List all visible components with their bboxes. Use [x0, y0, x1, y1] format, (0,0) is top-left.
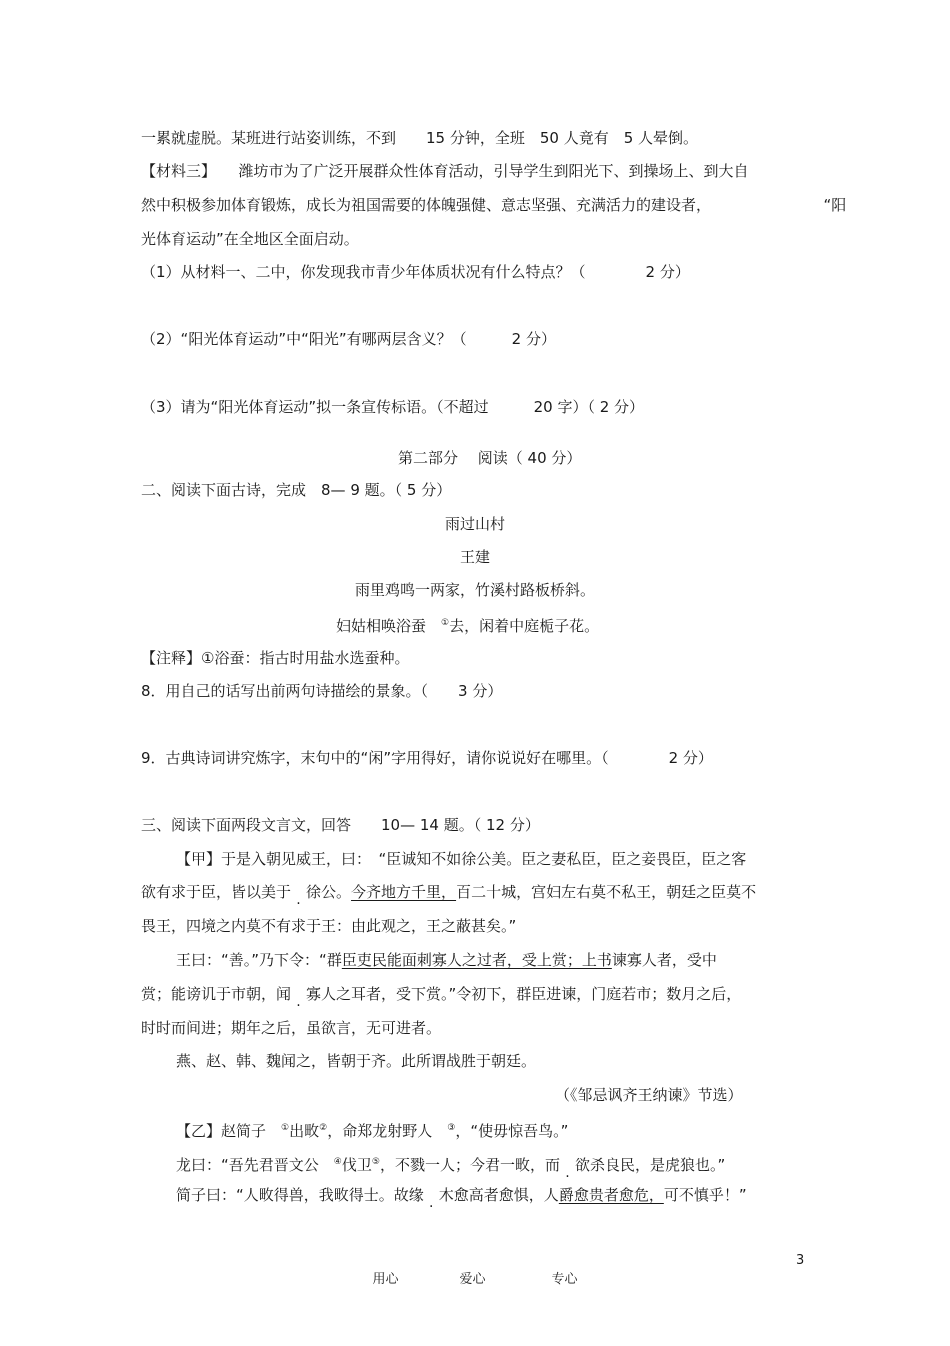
question-2: （2）“阳光体育运动”中“阳光”有哪两层含义？（ 2 分） — [141, 330, 556, 348]
yi-text: 【乙】赵简子 — [176, 1122, 267, 1140]
continuation-line: 一累就虚脱。某班进行站姿训练，不到 15 分钟，全班 50 人竟有 5 人晕倒。 — [141, 129, 699, 147]
poem-author: 王建 — [459, 548, 490, 566]
yi-text: 龙曰：“吾先君晋文公 — [176, 1156, 319, 1174]
jia-text: 王曰：“善。”乃下令：“群 — [176, 951, 342, 969]
footnote-marker: ④ — [333, 1157, 342, 1167]
yi-text: ，不戮一人；今君一畋，而 — [379, 1156, 560, 1174]
yi-text: 出畋 — [289, 1122, 320, 1140]
footer-text: 用心 — [372, 1272, 399, 1287]
emphasis-dot — [424, 1185, 439, 1205]
yi-line1 — [176, 1118, 568, 1141]
footnote-marker: ③ — [447, 1123, 456, 1133]
poem-line-2-part-b: 去，闲着中庭栀子花。 — [449, 617, 600, 635]
footer-text: 爱心 — [459, 1272, 486, 1287]
part2-title: 第二部分 阅读（ 40 分） — [398, 449, 582, 467]
page-number: 3 — [796, 1253, 805, 1268]
yi-text: 欲杀良民，是虎狼也。” — [575, 1156, 726, 1174]
jia-text: 百二十城，宫妇左右莫不私王，朝廷之臣莫不 — [456, 883, 757, 901]
footnote-marker: ① — [441, 618, 450, 628]
poem-title: 雨过山村 — [444, 515, 505, 533]
jia-text: 欲有求于臣，皆以美于 — [141, 883, 292, 901]
underlined-sentence: 今齐地方千里， — [351, 883, 457, 901]
jia-paragraph2-line2 — [141, 984, 741, 1004]
yi-text: 木愈高者愈惧，人 — [438, 1186, 559, 1204]
question-3: （3）请为“阳光体育运动”拟一条宣传标语。（不超过 20 字）（ 2 分） — [141, 398, 645, 416]
yi-text: ，命郑龙射野人 — [327, 1122, 433, 1140]
jia-text: 谏寡人者，受中 — [611, 951, 717, 969]
question-1: （1）从材料一、二中，你发现我市青少年体质状况有什么特点？（ 2 分） — [141, 263, 690, 281]
footnote-marker: ① — [281, 1123, 290, 1133]
jia-text: 寡人之耳者，受下赏。”令初下，群臣进谏，门庭若市；数月之后， — [306, 985, 742, 1003]
underlined-sentence: 爵愈贵者愈危， — [558, 1186, 664, 1204]
poem-line-2 — [336, 613, 599, 636]
underlined-sentence: 臣吏民能面刺寡人之过者，受上赏；上书 — [341, 951, 612, 969]
material3-line3: 光体育运动”在全地区全面启动。 — [141, 230, 359, 248]
poem-line-1: 雨里鸡鸣一两家，竹溪村路板桥斜。 — [354, 581, 595, 599]
poem-line-2-part-a: 妇姑相唤浴蚕 — [336, 617, 427, 635]
jia-paragraph3: 燕、赵、韩、魏闻之，皆朝于齐。此所谓战胜于朝廷。 — [176, 1052, 537, 1070]
jia-paragraph2-line1 — [176, 950, 717, 970]
jia-text: 徐公。 — [306, 883, 352, 901]
yi-text: 伐卫 — [341, 1156, 372, 1174]
emphasis-dot — [291, 882, 306, 902]
yi-line3 — [176, 1185, 747, 1205]
jia-paragraph1-line2 — [141, 882, 756, 902]
question-8: 8．用自己的话写出前两句诗描绘的景象。（ 3 分） — [141, 682, 503, 700]
annotation: 【注释】①浴蚕：指古时用盐水选蚕种。 — [141, 649, 410, 667]
jia-paragraph1-line3: 畏王，四境之内莫不有求于王：由此观之，王之蔽甚矣。” — [141, 917, 517, 935]
section2-heading: 二、阅读下面古诗，完成 8— 9 题。（ 5 分） — [141, 481, 452, 499]
emphasis-dot — [291, 984, 306, 1004]
jia-source: （《邹忌讽齐王纳谏》节选） — [555, 1086, 743, 1104]
page-footer — [356, 1250, 578, 1310]
material3-line2: 然中积极参加体育锻炼，成长为祖国需要的体魄强健、意志坚强、充满活力的建设者， “阳 — [141, 196, 847, 214]
footnote-marker: ⑤ — [371, 1157, 380, 1167]
section3-heading: 三、阅读下面两段文言文，回答 10— 14 题。（ 12 分） — [141, 816, 540, 834]
yi-text: 简子曰：“人畋得兽，我畋得士。故缘 — [176, 1186, 424, 1204]
footer-text: 专心 — [551, 1272, 578, 1287]
jia-text: 赏；能谤讥于市朝，闻 — [141, 985, 292, 1003]
jia-paragraph1-line1: 【甲】于是入朝见威王，曰： “臣诚知不如徐公美。臣之妻私臣，臣之妾畏臣，臣之客 — [176, 850, 747, 868]
question-9: 9．古典诗词讲究炼字，末句中的“闲”字用得好，请你说说好在哪里。（ 2 分） — [141, 749, 713, 767]
jia-paragraph2-line3: 时时而间进；期年之后，虽欲言，无可进者。 — [141, 1019, 442, 1037]
footnote-marker: ② — [319, 1123, 328, 1133]
material3-line1: 【材料三】 潍坊市为了广泛开展群众性体育活动，引导学生到阳光下、到操场上、到大自 — [141, 162, 749, 180]
yi-text: 可不慎乎！” — [663, 1186, 747, 1204]
emphasis-dot — [560, 1155, 575, 1175]
yi-line2 — [176, 1152, 725, 1175]
yi-text: ，“使毋惊吾鸟。” — [455, 1122, 569, 1140]
